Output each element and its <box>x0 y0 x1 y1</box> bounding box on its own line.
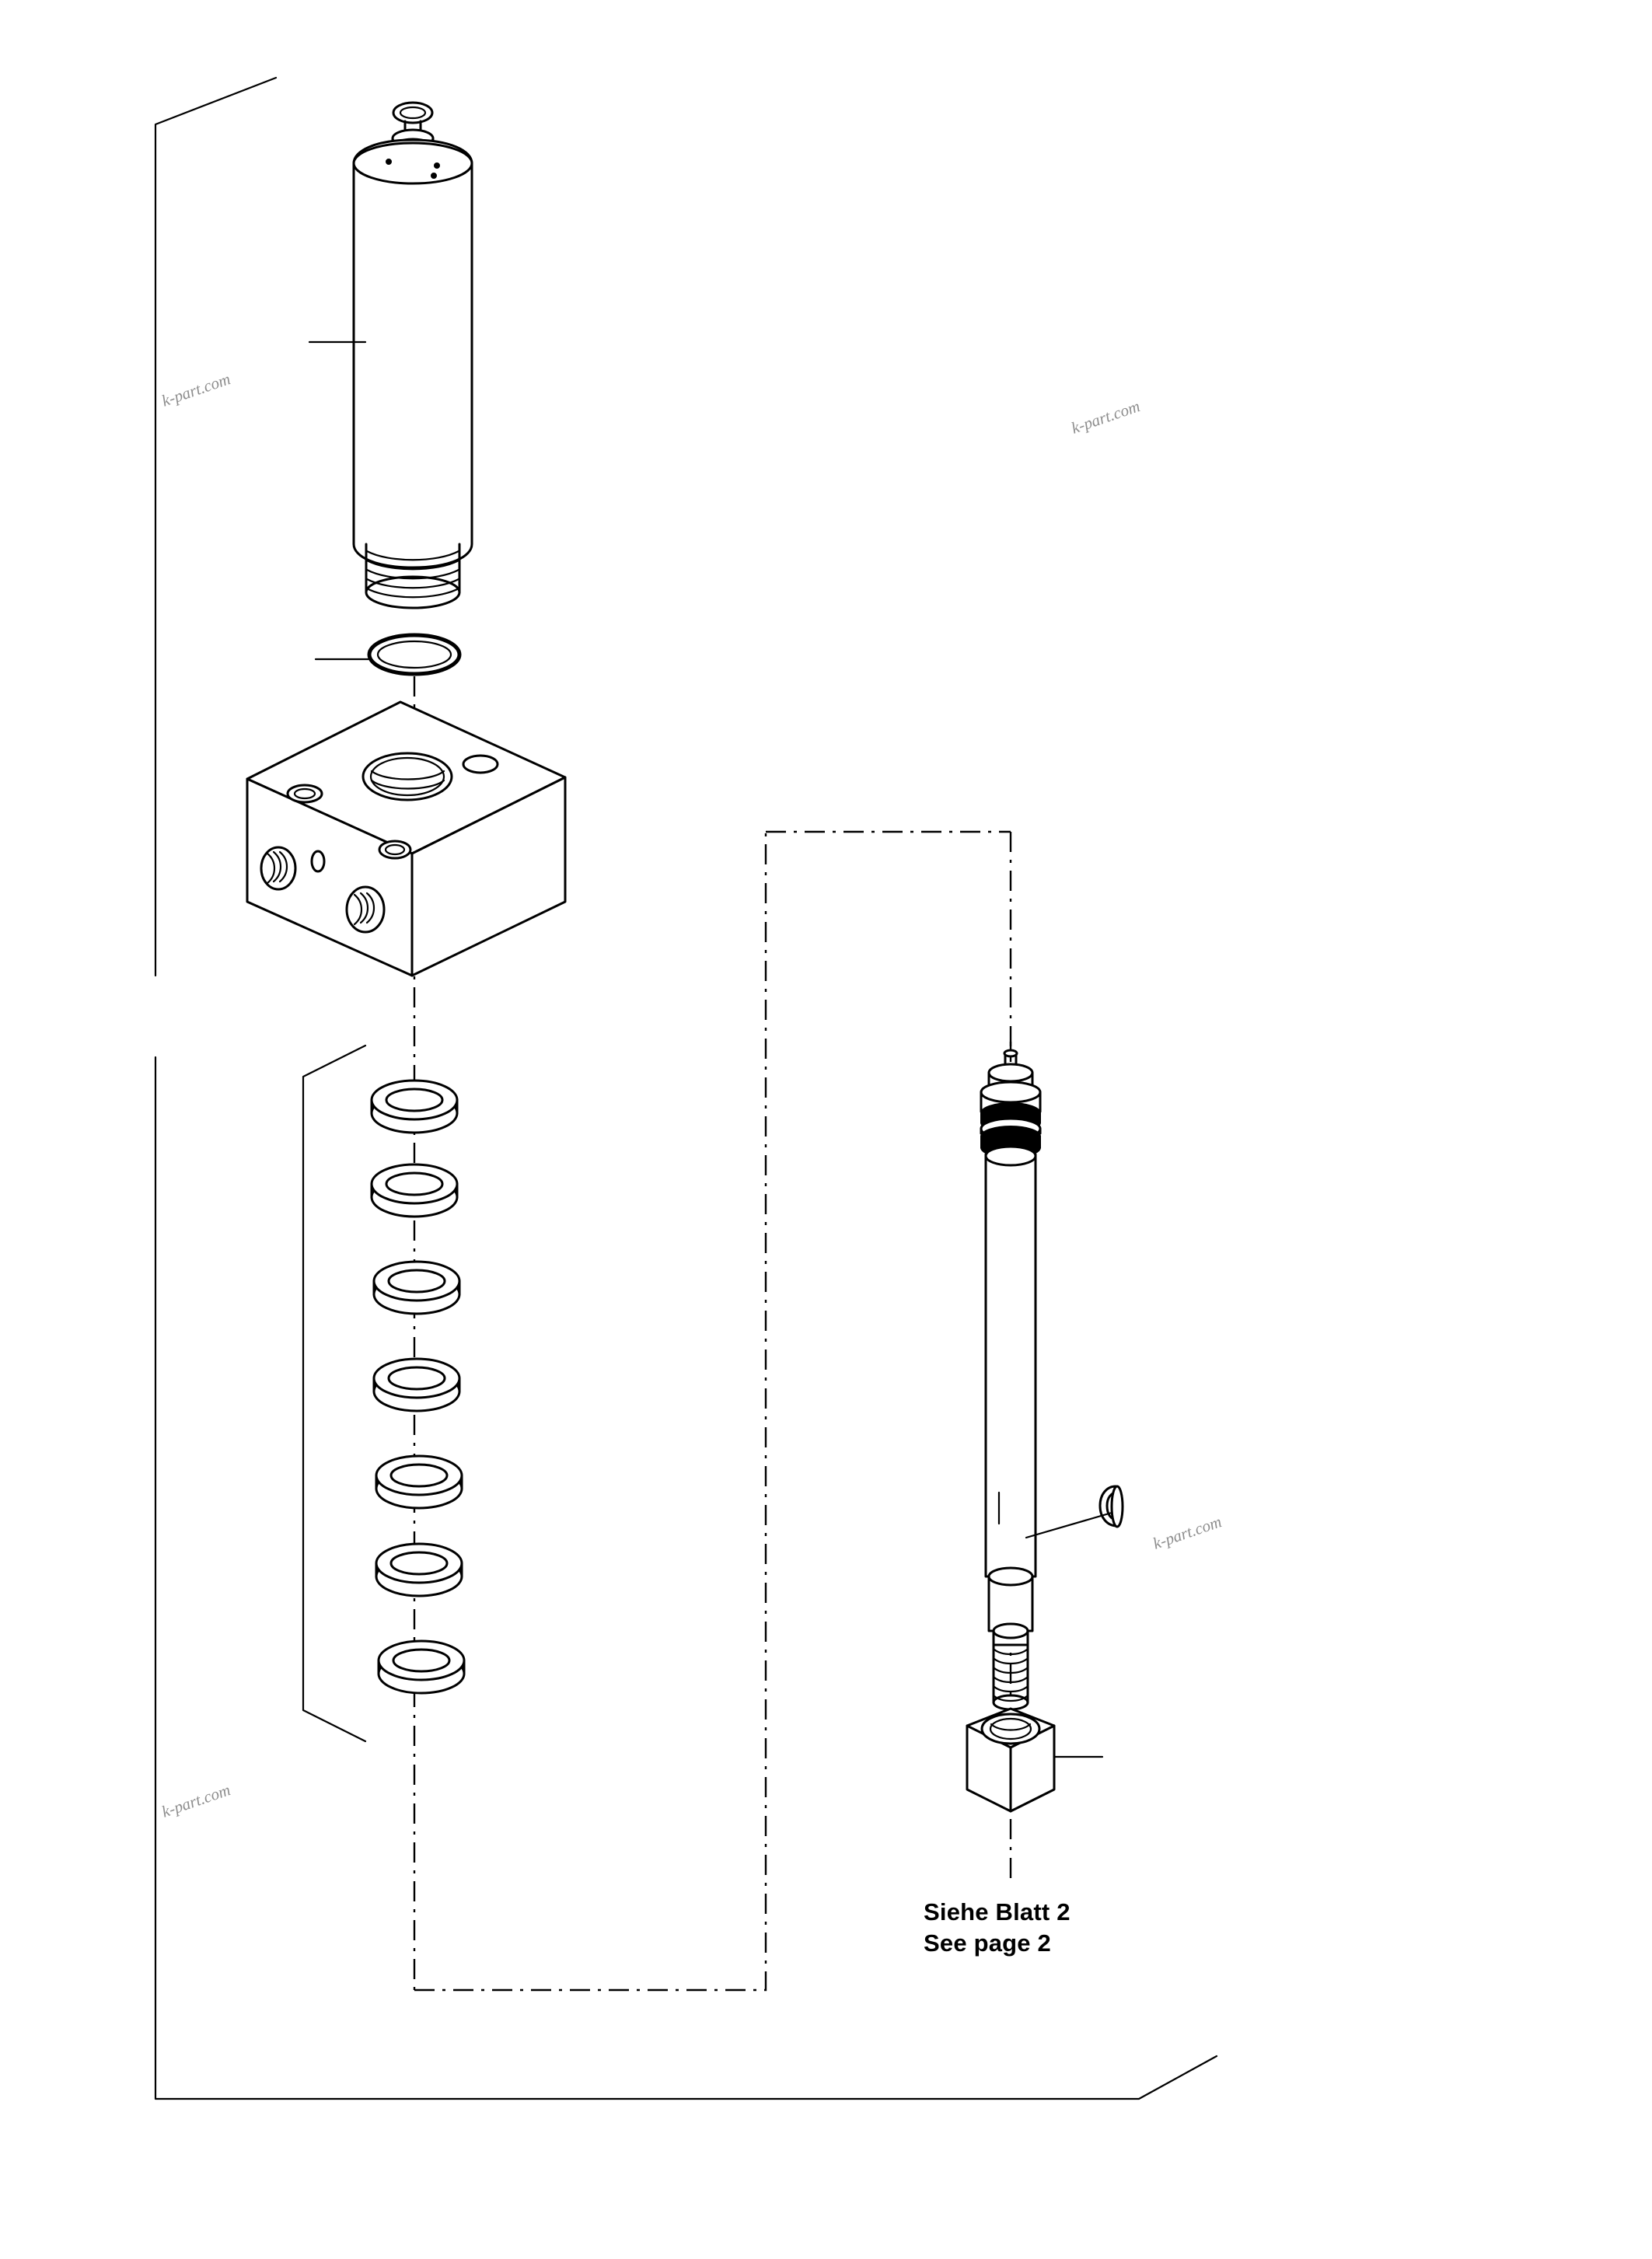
part-seal-ring-7 <box>379 1641 464 1693</box>
caption-see-page-2 <box>924 1897 1070 1958</box>
centerline-dashdot-box <box>414 832 1011 1990</box>
bracket-seal-stack <box>303 1046 365 1741</box>
caption-line-de: Siehe Blatt 2 <box>924 1898 1070 1926</box>
part-seal-ring-2 <box>372 1164 457 1217</box>
part-seal-ring-3 <box>374 1262 459 1314</box>
watermark-1: k-part.com <box>159 369 233 410</box>
watermark-4: k-part.com <box>159 1780 233 1821</box>
watermark-2: k-part.com <box>1069 396 1143 438</box>
part-cylinder-tube <box>309 103 472 608</box>
part-seal-ring-6 <box>376 1544 462 1596</box>
part-seal-ring-5 <box>376 1456 462 1508</box>
watermark-3: k-part.com <box>1151 1512 1224 1553</box>
part-retaining-clip <box>1026 1486 1123 1538</box>
part-seal-ring-1 <box>372 1081 457 1133</box>
part-valve-block <box>241 702 565 981</box>
caption-line-en: See page 2 <box>924 1929 1051 1957</box>
part-o-ring-large <box>316 635 459 674</box>
part-hex-nut <box>967 1709 1102 1811</box>
part-seal-ring-4 <box>374 1359 459 1411</box>
part-piston-rod <box>981 1050 1040 1709</box>
